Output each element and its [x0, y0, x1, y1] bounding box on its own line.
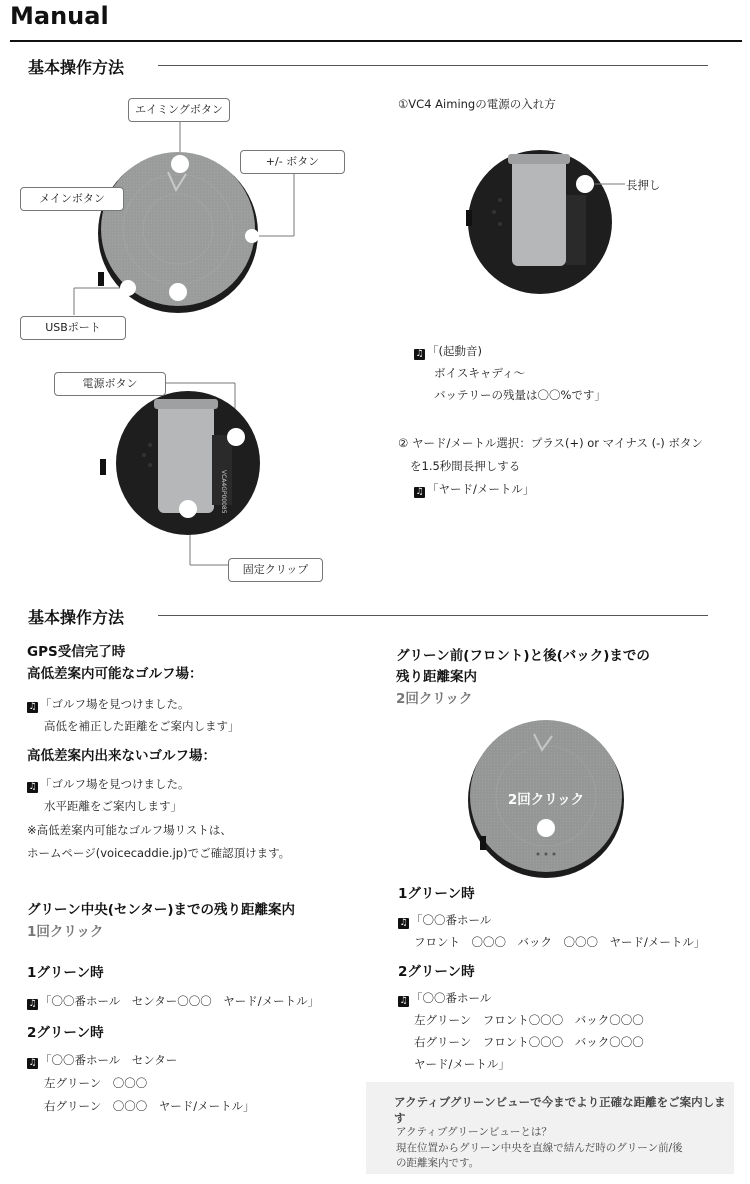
elev-ng-title: 高低差案内出来ないゴルフ場：: [27, 748, 216, 764]
music-note-icon: ♫: [28, 702, 37, 712]
section1-rule: [158, 65, 708, 66]
callout-usb-port: USBポート: [20, 316, 126, 340]
fb-g1-voice2: フロント 〇〇〇 バック 〇〇〇 ヤード/メートル」: [414, 935, 706, 949]
music-note-icon: ♫: [28, 999, 37, 1009]
header-rule: [10, 40, 742, 42]
fb-title-line2: 残り距離案内: [396, 669, 477, 685]
note-line1: ※高低差案内可能なゴルフ場リストは、: [27, 823, 232, 837]
callout-power-button: 電源ボタン: [54, 372, 166, 396]
voice1-line1: ♫ 「(起動音): [415, 344, 482, 359]
center-title: グリーン中央(センター)までの残り距離案内: [27, 902, 296, 918]
agv-desc1: 現在位置からグリーン中央を直線で結んだ時のグリーン前/後: [396, 1142, 683, 1154]
fb-g2-voice2: 左グリーン フロント〇〇〇 バック〇〇〇: [414, 1013, 644, 1027]
agv-title: アクティブグリーンビューで今までより正確な距離をご案内します: [394, 1095, 726, 1125]
center-g2-title: 2グリーン時: [27, 1025, 104, 1041]
fb-g2-voice1: ♫ 「〇〇番ホール: [399, 991, 492, 1006]
note-line2: ホームページ(voicecaddie.jp)でご確認頂けます。: [27, 846, 291, 860]
step1-title: ①VC4 Aimingの電源の入れ方: [398, 97, 556, 111]
section1-title: 基本操作方法: [28, 58, 125, 77]
fb-g2-voice3: 右グリーン フロント〇〇〇 バック〇〇〇: [414, 1035, 644, 1049]
device-power-illustration: [440, 140, 670, 310]
music-note-icon: ♫: [399, 996, 408, 1006]
section2-rule: [158, 615, 708, 616]
step2-line2: を1.5秒間長押しする: [410, 459, 521, 473]
elev-ok-voice2: 高低を補正した距離をご案内します」: [44, 719, 240, 733]
agv-desc2: の距離案内です。: [396, 1157, 480, 1169]
center-g1-voice: ♫ 「〇〇番ホール センター〇〇〇 ヤード/メートル」: [28, 994, 320, 1009]
voice1-line2: ボイスキャディ～: [434, 366, 525, 380]
music-note-icon: ♫: [28, 1058, 37, 1068]
music-note-icon: ♫: [415, 349, 424, 359]
fb-g1-title: 1グリーン時: [398, 886, 475, 902]
voice1-line3: バッテリーの残量は〇〇%です」: [434, 388, 606, 402]
center-g1-title: 1グリーン時: [27, 965, 104, 981]
music-note-icon: ♫: [28, 782, 37, 792]
device-back-illustration: [50, 375, 350, 585]
gps-title: GPS受信完了時: [27, 644, 126, 660]
step2-line1: ② ヤード/メートル選択：プラス(+) or マイナス (-) ボタン: [398, 436, 703, 450]
callout-aiming-button: エイミングボタン: [128, 98, 230, 122]
fb-click: 2回クリック: [396, 691, 473, 707]
fb-g1-voice1: ♫ 「〇〇番ホール: [399, 913, 492, 928]
fb-g2-title: 2グリーン時: [398, 964, 475, 980]
agv-question: アクティブグリーンビューとは？: [396, 1126, 552, 1138]
fb-title-line1: グリーン前(フロント)と後(バック)までの: [396, 648, 650, 664]
elev-ng-voice2: 水平距離をご案内します」: [44, 799, 182, 813]
device-serial: VCA4GP00085: [220, 470, 227, 514]
callout-plus-minus-button: +/- ボタン: [240, 150, 345, 174]
label-long-press: 長押し: [626, 178, 661, 192]
section2-title: 基本操作方法: [28, 608, 125, 627]
device-front-illustration: [0, 90, 360, 340]
fb-g2-voice4: ヤード/メートル」: [414, 1057, 510, 1071]
callout-clip: 固定クリップ: [228, 558, 323, 582]
center-click: 1回クリック: [27, 924, 104, 940]
device-click-illustration: [466, 718, 626, 878]
center-g2-voice3: 右グリーン 〇〇〇 ヤード/メートル」: [44, 1099, 255, 1113]
elev-ok-title: 高低差案内可能なゴルフ場：: [27, 666, 203, 682]
active-green-view-box: [366, 1082, 734, 1174]
device-click-text: 2回クリック: [507, 792, 585, 808]
manual-title: Manual: [10, 2, 109, 30]
callout-main-button: メインボタン: [20, 187, 124, 211]
center-g2-voice1: ♫ 「〇〇番ホール センター: [28, 1053, 178, 1068]
elev-ok-voice1: ♫ 「ゴルフ場を見つけました。: [28, 697, 190, 712]
elev-ng-voice1: ♫ 「ゴルフ場を見つけました。: [28, 777, 190, 792]
music-note-icon: ♫: [399, 918, 408, 928]
music-note-icon: ♫: [415, 487, 424, 497]
center-g2-voice2: 左グリーン 〇〇〇: [44, 1076, 148, 1090]
voice2: ♫ 「ヤード/メートル」: [415, 482, 535, 497]
